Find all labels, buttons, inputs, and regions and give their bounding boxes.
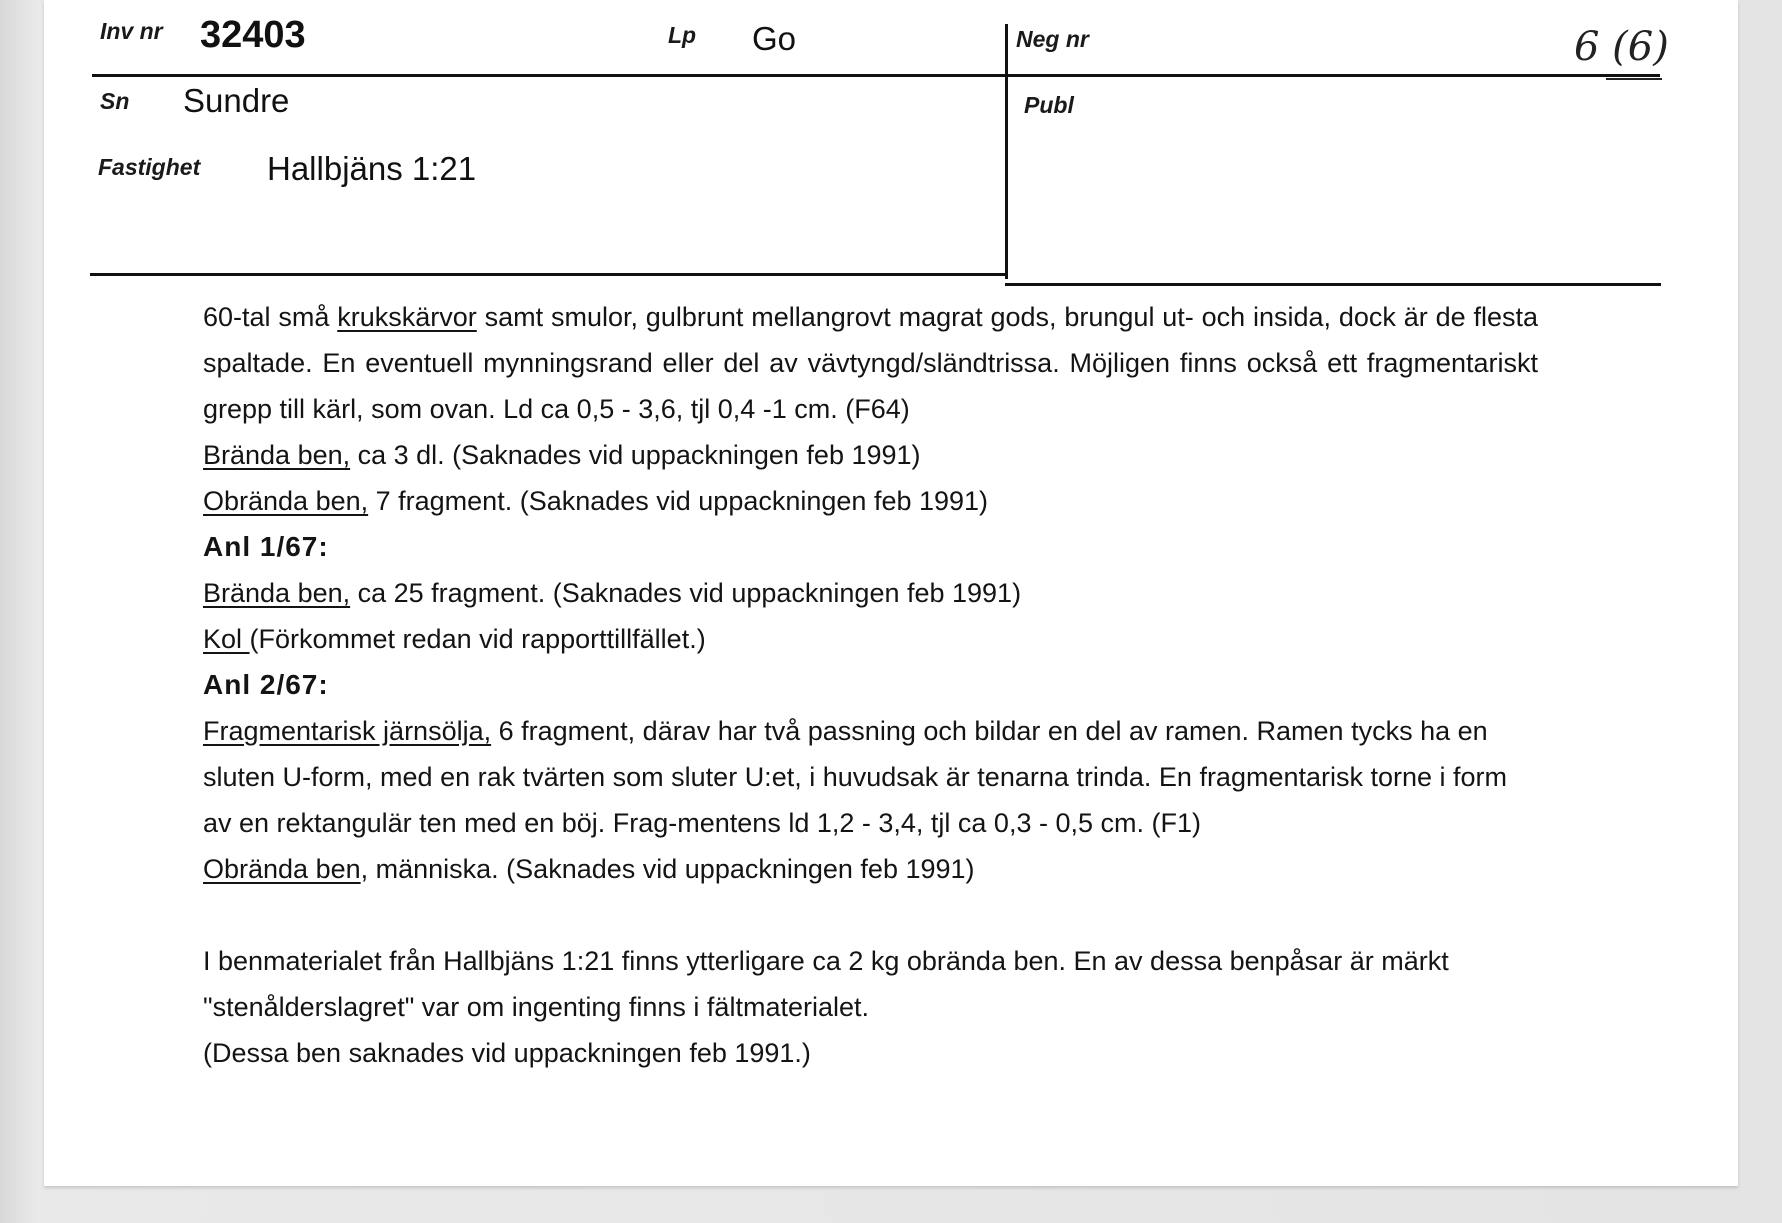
paragraph-dessa-ben: (Dessa ben saknades vid uppackningen feb 1991.) [203,1038,811,1068]
sn-value: Sundre [183,82,290,119]
neg-nr-label: Neg nr [1016,26,1089,52]
field-bottom-line-left [90,273,1008,276]
paragraph-benmaterialet: I benmaterialet från Hallbjäns 1:21 finns ytterligare ca 2 kg obrända ben. En av dessa benpåsar är märkt "stenålderslagret" var om ingenting finns i fältmaterialet. [203,946,1449,1022]
anl-heading-1: Anl 1/67: [203,531,329,562]
p6-term: Fragmentarisk järnsölja, [203,716,492,746]
p1-lead: 60-tal små [203,302,338,332]
anl-heading-2: Anl 2/67: [203,669,329,700]
header-divider-line [92,74,1660,77]
fastighet-value: Hallbjäns 1:21 [267,150,477,187]
p3-term: Obrända ben, [203,486,369,516]
fastighet-label: Fastighet [98,154,201,180]
page-mark-underline [1606,78,1662,80]
publ-label: Publ [1024,92,1074,118]
p4-term: Brända ben, [203,578,351,608]
paragraph-jarnsolja [203,708,1538,846]
p1-text: samt smulor, gulbrunt mellangrovt magrat gods, brungul ut- och insida, dock är de flesta spaltade. En eventuell mynningsrand eller del av vävtyngd/sländtrissa. Möjligen finns också ett fragmentariskt grepp till kärl, som ovan. Ld ca 0,5 - 3,6, tjl 0,4 -1 cm. (F64) [203,302,1538,424]
p1-term: krukskärvor [337,302,477,332]
inv-nr-value: 32403 [200,14,306,56]
p2-text: ca 3 dl. (Saknades vid uppackningen feb 1991) [350,440,921,470]
lp-label: Lp [668,22,697,48]
page-number-mark: 6 (6) [1574,24,1669,70]
p5-term: Kol [203,624,250,654]
p7-text: , människa. (Saknades vid uppackningen feb 1991) [360,854,975,884]
p3-text: 7 fragment. (Saknades vid uppackningen feb 1991) [368,486,989,516]
paragraph-kol [203,616,1538,662]
field-bottom-line-right [1005,283,1661,286]
paragraph-krukskarvor [203,294,1538,432]
p4-text: ca 25 fragment. (Saknades vid uppackningen feb 1991) [350,578,1022,608]
paragraph-gap [203,892,1538,938]
p2-term: Brända ben, [203,440,351,470]
paragraph-obrända-ben-2 [203,846,1538,892]
p7-term: Obrända ben [203,854,361,884]
lp-value: Go [752,20,797,57]
column-divider-line [1005,24,1008,279]
p5-text: (Förkommet redan vid rapporttillfället.) [249,624,706,654]
card-body-text [203,294,1538,1076]
inv-nr-label: Inv nr [100,18,163,44]
paragraph-brända-ben-2 [203,570,1538,616]
p6-text: 6 fragment, därav har två passning och bildar en del av ramen. Ramen tycks ha en sluten U-form, med en rak tvärten som sluter U:et, i huvudsak är tenarna trinda. En fragmentarisk torne i form av en rektangulär ten med en böj. Frag-mentens ld 1,2 - 3,4, tjl ca 0,3 - 0,5 cm. (F1) [203,716,1508,838]
paragraph-obrända-ben-1 [203,478,1538,524]
sn-label: Sn [100,88,130,114]
paragraph-brända-ben-1 [203,432,1538,478]
